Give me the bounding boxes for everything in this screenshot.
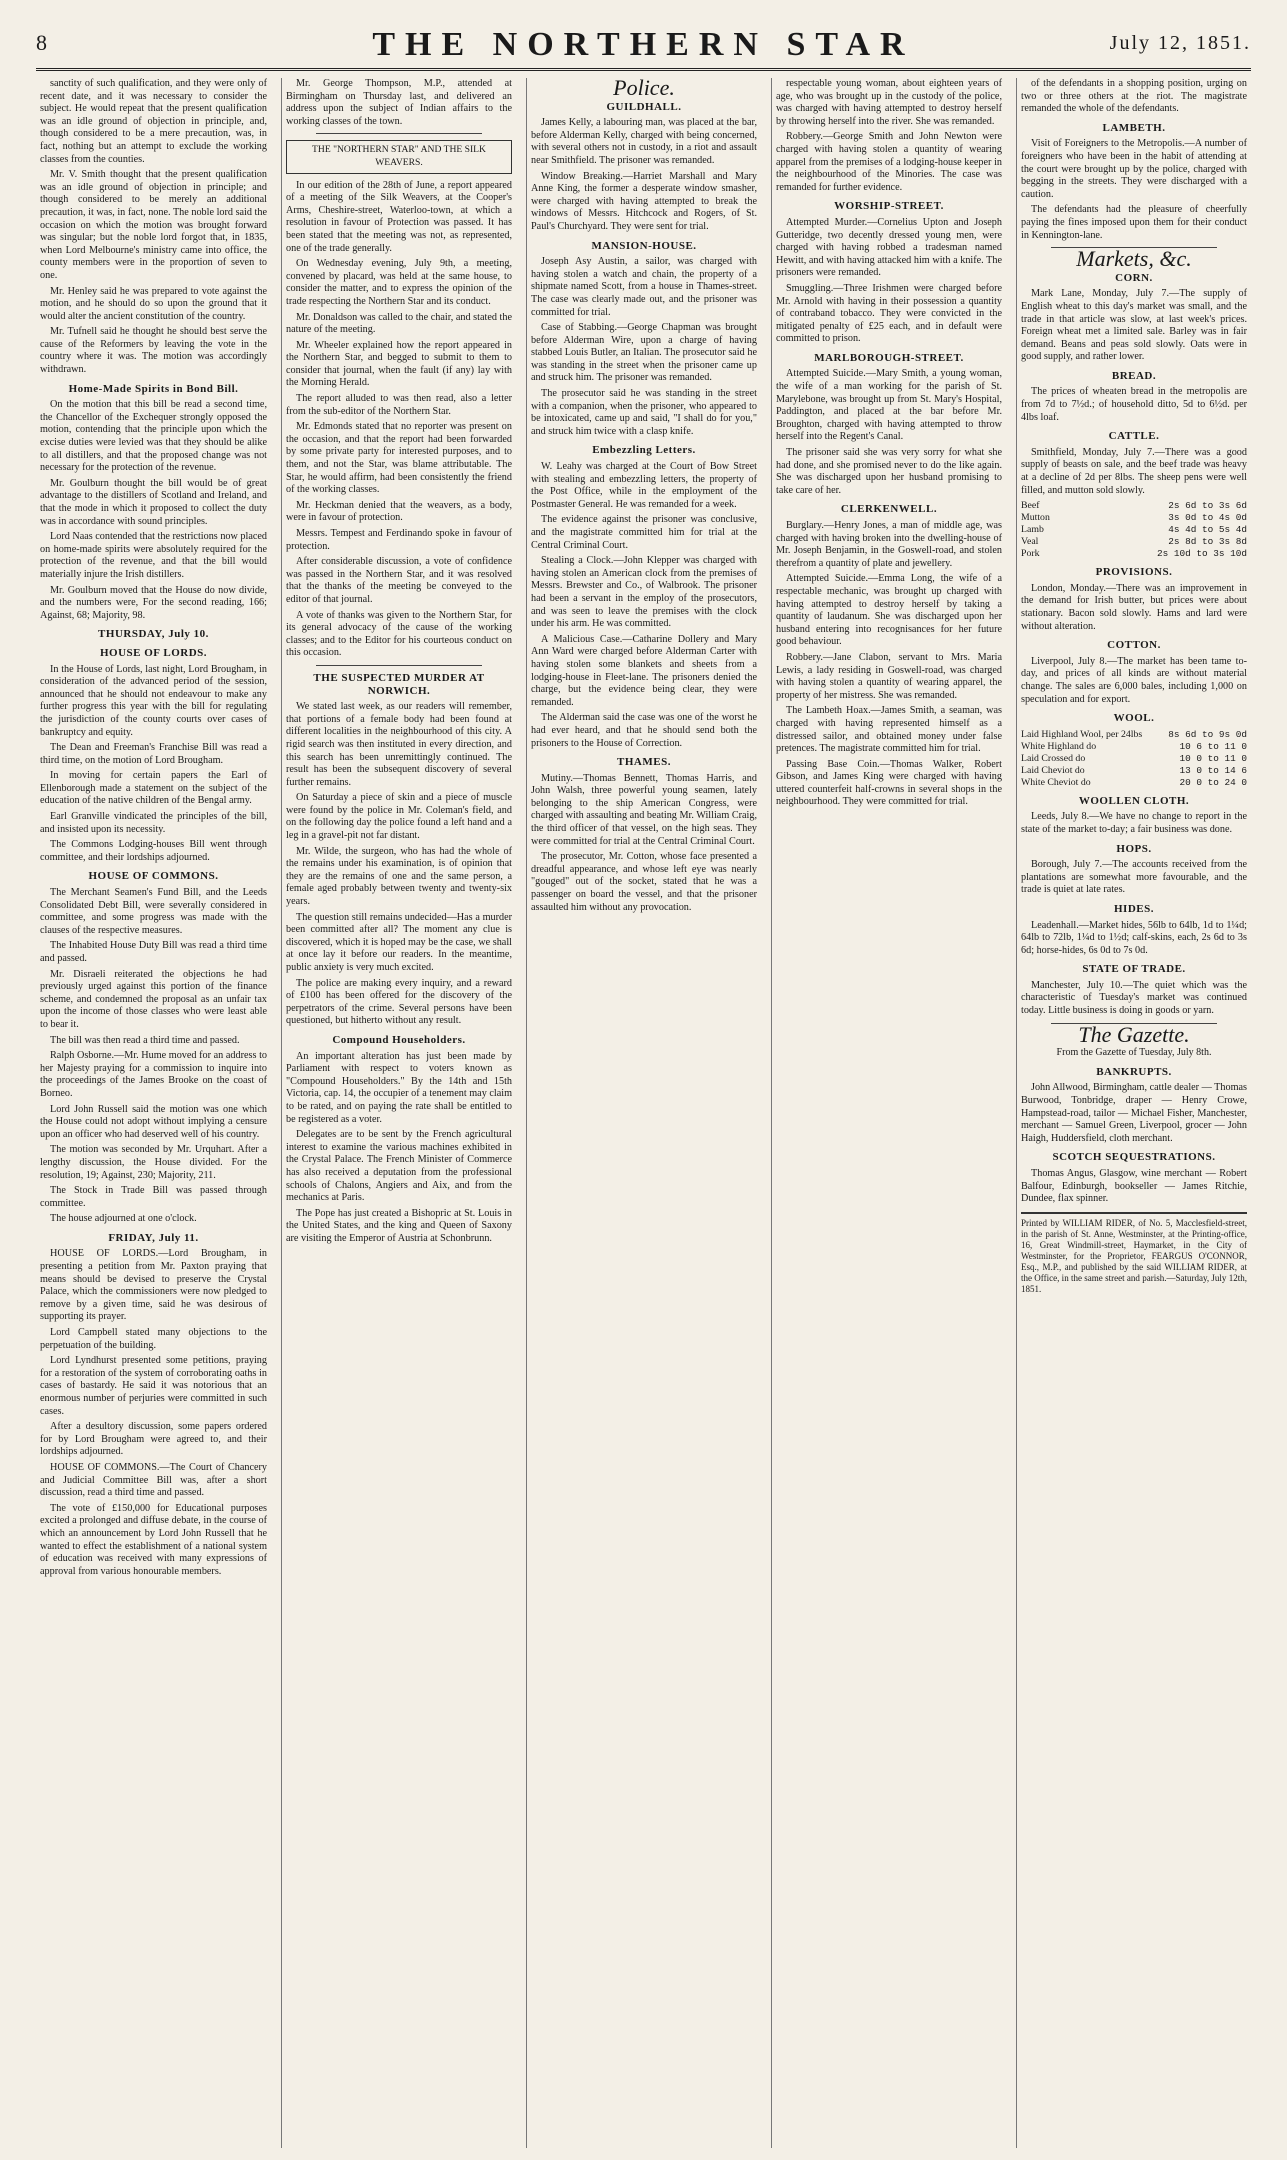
market-heading: CATTLE. <box>1108 430 1160 443</box>
masthead <box>36 26 1251 71</box>
article-paragraph: The report alluded to was then read, also a letter from the sub-editor of the Northern Star. <box>286 393 512 417</box>
section-heading: MARLBOROUGH-STREET. <box>814 351 964 364</box>
article-paragraph: James Kelly, a labouring man, was placed at the bar, before Alderman Kelly, charged with being concerned, with several others not in custody, in a riot and assault near Smithfield. The prisoner was remanded. <box>531 117 757 166</box>
column-3 <box>526 78 761 2148</box>
section-heading: CLERKENWELL. <box>840 503 938 516</box>
price-row: Mutton 3s 0d to 4s 0d <box>1021 512 1247 524</box>
article-paragraph: Lord Naas contended that the restrictions now placed on home-made spirits were absolutely required for the protection of the revenue, and that the bill would materially injure the Irish distillers. <box>40 531 267 580</box>
article-paragraph: Earl Granville vindicated the principles of the bill, and insisted upon its necessity. <box>40 811 267 835</box>
price-row: White Cheviot do 20 0 to 24 0 <box>1021 776 1247 788</box>
article-paragraph: Mr. Goulburn moved that the House do now divide, and the numbers were, For the second reading, 166; Against, 68; Majority, 98. <box>40 584 267 621</box>
article-paragraph: Stealing a Clock.—John Klepper was charged with having stolen an American clock from the premises of Messrs. Brewster and Co., of Walbrook. The prisoner had been a servant in the employ of the prosecutors, and was seen to leave the premises with the clock under his arm. He was committed. <box>531 555 757 630</box>
notice-heading: THE "NORTHERN STAR" AND THE SILK WEAVERS. <box>286 140 512 173</box>
section-heading: THURSDAY, July 10. <box>98 628 209 641</box>
article-paragraph: The Lambeth Hoax.—James Smith, a seaman, was charged with having represented himself as a distressed sailor, and obtained money under false pretences. The magistrate committed him for trial. <box>776 705 1002 755</box>
price-row: Laid Highland Wool, per 24lbs 8s 6d to 9s 0d <box>1021 728 1247 740</box>
article-paragraph: Joseph Asy Austin, a sailor, was charged with having stolen a watch and chain, the property of a shipmate named Scott, from a house in Thames-street. The case was clearly made out, and the prisoner was committed for trial. <box>531 256 757 318</box>
market-report: Smithfield, Monday, July 7.—There was a good supply of beasts on sale, and the beef trade was heavy at a decline of 2d per 8lbs. The sheep pens were well filled, and mutton sold slowly. <box>1021 446 1247 496</box>
article-paragraph: After considerable discussion, a vote of confidence was passed in the Northern Star, and it was resolved that the thanks of the meeting be conveyed to the editor of that journal. <box>286 556 512 605</box>
market-heading: CORN. <box>1115 271 1153 284</box>
article-paragraph: Passing Base Coin.—Thomas Walker, Robert Gibson, and James King were charged with having uttered counterfeit half-crowns in several shops in the neighbourhood. They were committed for trial. <box>776 758 1002 808</box>
price-row: Veal 2s 8d to 3s 8d <box>1021 536 1247 548</box>
article-paragraph: Mr. Edmonds stated that no reporter was present on the occasion, and that the report had been forwarded by some private party for interested purposes, and to them, and not the Star, was blame attributable. The Star, he would affirm, had been consistently the friend of the working classes. <box>286 421 512 496</box>
article-paragraph: Attempted Murder.—Cornelius Upton and Joseph Gutteridge, two decently dressed young men, were charged with having robbed a tradesman named Hewitt, and with having attacked him with a knife. The prisoners were remanded. <box>776 216 1002 279</box>
article-paragraph: The prisoner said she was very sorry for what she had done, and she promised never to do the like again. She was discharged upon her husband promising to take care of her. <box>776 447 1002 496</box>
article-paragraph: The bill was then read a third time and passed. <box>50 1034 240 1046</box>
section-heading: FRIDAY, July 11. <box>108 1231 199 1244</box>
article-paragraph: A vote of thanks was given to the Northern Star, for its general advocacy of the cause of the working classes; and to the Editor for his courteous conduct on this occasion. <box>286 609 512 659</box>
market-report: Leeds, July 8.—We have no change to report in the state of the market to-day; a fair business was done. <box>1021 811 1247 835</box>
article-paragraph: An important alteration has just been made by Parliament with respect to voters known as "Compound Householders." By the 14th and 15th Victoria, cap. 14, the occupier of a tenement may claim to be rated, and on paying the rate shall be entitled to be registered as a voter. <box>286 1050 512 1125</box>
article-paragraph: The motion was seconded by Mr. Urquhart. After a lengthy discussion, the House divided. For the resolution, 19; Against, 230; Majority, 211. <box>40 1144 267 1181</box>
cattle-price-list <box>1021 500 1247 560</box>
article-paragraph: Mr. Wheeler explained how the report appeared in the Northern Star, and begged to submit to them to consider that journal, when the fault (if any) lay with the Morning Herald. <box>286 339 512 389</box>
market-heading: WOOL. <box>1113 712 1155 725</box>
price-row: White Highland do 10 6 to 11 0 <box>1021 740 1247 752</box>
market-heading: COTTON. <box>1107 639 1161 652</box>
article-paragraph: Attempted Suicide.—Mary Smith, a young woman, the wife of a man working for the parish of St. Marylebone, was brought up from St. Mary's Hospital, Paddington, and placed at the bar before Mr. Broughton, charged with having attempted to throw herself into the Regent's Canal. <box>776 368 1002 443</box>
article-paragraph: After a desultory discussion, some papers ordered for by Lord Brougham were agreed to, and their lordships adjourned. <box>40 1421 267 1458</box>
article-paragraph: Mr. Wilde, the surgeon, who has had the whole of the remains under his examination, is of opinion that they are the remains of one and the same person, a female aged probably between twenty and twenty-six years. <box>286 845 512 908</box>
article-paragraph: On Saturday a piece of skin and a piece of muscle were found by the police in Mr. Coleman's field, and on the following day the police found a left hand and a leg in a gravel-pit not far distant. <box>286 792 512 842</box>
section-heading: SCOTCH SEQUESTRATIONS. <box>1052 1151 1216 1164</box>
article-paragraph: Robbery.—George Smith and John Newton were charged with having stolen a quantity of wearing apparel from the premises of a lodging-house keeper in the neighbourhood of the Minories. The case was remanded for further evidence. <box>776 131 1002 193</box>
column-5 <box>1016 78 1251 2148</box>
article-paragraph: Case of Stabbing.—George Chapman was brought before Alderman Wire, upon a charge of having stabbed Louis Butler, an Italian. The prosecutor said he was standing in the street when the prisoner came up and struck him. The prisoner was remanded. <box>531 322 757 384</box>
section-heading: GUILDHALL. <box>606 100 682 113</box>
article-paragraph: Ralph Osborne.—Mr. Hume moved for an address to her Majesty praying for a commission to inquire into the proceedings of the James Brooke on the coast of Borneo. <box>40 1050 267 1099</box>
section-heading: Embezzling Letters. <box>592 444 696 457</box>
article-paragraph: The Commons Lodging-houses Bill went through committee, and their lordships adjourned. <box>40 839 267 863</box>
section-heading: LAMBETH. <box>1102 121 1166 134</box>
price-row: Pork 2s 10d to 3s 10d <box>1021 548 1247 560</box>
article-paragraph: Mr. V. Smith thought that the present qualification was an idle ground of objection in principle; and though considered to be merely an additional precaution, it was, in fact, none. The noble lord said the occasion on which the motion was brought forward was singular; but the noble lord forgot that, in 1835, when Lord Melbourne's ministry came into office, the county members were in the proportion of seven to one. <box>40 169 267 281</box>
price-row: Lamb 4s 4d to 5s 4d <box>1021 524 1247 536</box>
market-heading: HIDES. <box>1114 902 1154 915</box>
columns <box>36 78 1251 2148</box>
article-paragraph: The question still remains undecided—Has a murder been committed after all? The moment any clue is discovered, which it is hoped may be the case, we shall at once lay it before our readers. In the meantime, public anxiety is very much excited. <box>286 911 512 973</box>
market-heading: STATE OF TRADE. <box>1082 963 1186 976</box>
market-report: Leadenhall.—Market hides, 56lb to 64lb, 1d to 1¼d; 64lb to 72lb, 1¼d to 1½d; calf-skins, each, 2s 6d to 3s 6d; horse-hides, 6s 0d to 7s 0d. <box>1021 919 1247 956</box>
article-paragraph: Mr. George Thompson, M.P., attended at Birmingham on Thursday last, and delivered an address upon the subject of Indian affairs to the working classes of the town. <box>286 78 512 127</box>
article-paragraph: On the motion that this bill be read a second time, the Chancellor of the Exchequer strongly opposed the motion, contending that the principle upon which the excise duties were levied was that they should be alike to all distillers, and that the proposed change was not necessary for the protection of the revenue. <box>40 399 267 474</box>
article-paragraph: The house adjourned at one o'clock. <box>50 1213 197 1225</box>
section-heading: BANKRUPTS. <box>1096 1065 1172 1078</box>
section-title: Police. <box>613 78 675 100</box>
article-paragraph: Mr. Henley said he was prepared to vote against the motion, and he should do so upon the ground that it would alter the ancient constitution of the country. <box>40 285 267 322</box>
article-paragraph: The Pope has just created a Bishopric at St. Louis in the United States, and the king and Queen of Saxony are visiting the Emperor of Austria at Schonbrunn. <box>286 1207 512 1244</box>
page-number: 8 <box>36 30 47 55</box>
article-paragraph: The defendants had the pleasure of cheerfully paying the fines imposed upon them for their conduct in Kennington-lane. <box>1021 204 1247 241</box>
section-heading: Home-Made Spirits in Bond Bill. <box>68 382 239 395</box>
section-title: Markets, &c. <box>1076 246 1192 272</box>
price-row: Laid Crossed do 10 0 to 11 0 <box>1021 752 1247 764</box>
article-paragraph: Lord Lyndhurst presented some petitions, praying for a restoration of the system of corroborating oaths in cases of bastardy. He said it was notorious that an enormous number of perjuries were committed in such cases. <box>40 1355 267 1417</box>
paper-title: THE NORTHERN STAR <box>372 26 915 63</box>
article-paragraph: Burglary.—Henry Jones, a man of middle age, was charged with having broken into the dwelling-house of Mr. Joseph Benjamin, in the Goswell-road, and stolen therefrom a quantity of plate and jewellery. <box>776 520 1002 569</box>
article-paragraph: Messrs. Tempest and Ferdinando spoke in favour of protection. <box>286 528 512 552</box>
article-paragraph: Lord John Russell said the motion was one which the House could not adopt without implying a censure upon an officer who had deserved well of his country. <box>40 1103 267 1140</box>
article-paragraph: The police are making every inquiry, and a reward of £100 has been offered for the discovery of the perpetrators of the crime. Several persons have been questioned, but hitherto without any result. <box>286 977 512 1027</box>
market-report: Manchester, July 10.—The quiet which was the characteristic of Tuesday's market was continued today. Little business is doing in goods or yarn. <box>1021 979 1247 1017</box>
article-paragraph: Mr. Heckman denied that the weavers, as a body, were in favour of protection. <box>286 499 512 524</box>
article-paragraph: HOUSE OF COMMONS.—The Court of Chancery and Judicial Committee Bill was, after a short discussion, read a third time and passed. <box>40 1461 267 1499</box>
article-paragraph: HOUSE OF LORDS.—Lord Brougham, in presenting a petition from Mr. Paxton praying that means should be devised to preserve the Crystal Palace, which the commissioners were now pledged to remove by a given time, said he was desirous of supporting its prayer. <box>40 1248 267 1323</box>
article-paragraph: Window Breaking.—Harriet Marshall and Mary Anne King, the former a desperate window smasher, were charged with having attempted to break the windows of Messrs. Hitchcock and Rogers, of St. Paul's Churchyard. They were sent for trial. <box>531 170 757 232</box>
gazette-list: John Allwood, Birmingham, cattle dealer — Thomas Burwood, Tonbridge, draper — Henry Crowe, Hampstead-road, tailor — Michael Fisher, Manchester, merchant — Samuel Green, Liverpool, grocer — John Haigh, Huddersfield, cloth merchant. <box>1021 1082 1247 1144</box>
article-paragraph: On Wednesday evening, July 9th, a meeting, convened by placard, was held at the same house, to consider the matter, and to express the opinion of the trade respecting the Northern Star and its conduct. <box>286 258 512 307</box>
divider <box>316 133 482 134</box>
article-paragraph: The Merchant Seamen's Fund Bill, and the Leeds Consolidated Debt Bill, were severally considered in committee, and some progress was made with the clauses of the respective measures. <box>40 887 267 936</box>
article-paragraph: Mutiny.—Thomas Bennett, Thomas Harris, and John Walsh, three powerful young seamen, lately belonging to the ship American Congress, were charged with assaulting and beating Mr. William Craig, the third officer of that vessel, on the high seas. They were committed for trial at the Central Criminal Court. <box>531 772 757 847</box>
article-paragraph: Robbery.—Jane Clabon, servant to Mrs. Maria Lewis, a lady residing in Goswell-road, was charged with having stolen a quantity of wearing apparel, the property of her mistress. She was remanded. <box>776 651 1002 701</box>
article-paragraph: Mr. Donaldson was called to the chair, and stated the nature of the meeting. <box>286 311 512 336</box>
column-2 <box>281 78 516 2148</box>
section-heading: THE SUSPECTED MURDER AT NORWICH. <box>313 671 485 697</box>
gazette-subtitle: From the Gazette of Tuesday, July 8th. <box>1056 1047 1212 1059</box>
article-paragraph: of the defendants in a shopping position, urging on two or three others at the riot. The magistrate remanded the whole of the defendants. <box>1021 78 1247 115</box>
article-paragraph: respectable young woman, about eighteen years of age, who was brought up in the custody of the police, was charged with having attempted to destroy herself by throwing herself into the river. She was remanded. <box>776 78 1002 127</box>
article-paragraph: In moving for certain papers the Earl of Ellenborough made a statement on the subject of the education of the native children of the Bengal army. <box>40 770 267 807</box>
market-heading: HOPS. <box>1116 842 1152 855</box>
gazette-list: Thomas Angus, Glasgow, wine merchant — Robert Balfour, Edinburgh, bookseller — James Ritchie, Dundee, flax spinner. <box>1021 1168 1247 1205</box>
article-paragraph: The prosecutor said he was standing in the street with a companion, when the prisoner, who appeared to be intoxicated, came up and said, "I shall do for you," and struck him twice with a clasp knife. <box>531 388 757 437</box>
article-paragraph: W. Leahy was charged at the Court of Bow Street with stealing and embezzling letters, the property of the Post Office, while in the employment of the Postmaster General. He was remanded for a week. <box>531 461 757 510</box>
price-row: Laid Cheviot do 13 0 to 14 6 <box>1021 764 1247 776</box>
column-4 <box>771 78 1006 2148</box>
article-paragraph: Mr. Disraeli reiterated the objections he had previously urged against this portion of the finance scheme, and condemned the proposal as an unfair tax upon the income of those classes who were least able to bear it. <box>40 968 267 1030</box>
market-heading: PROVISIONS. <box>1095 566 1173 579</box>
market-report: London, Monday.—There was an improvement in the demand for Irish butter, but prices were about stationary. Bacon sold slowly. Hams and lard were without alteration. <box>1021 582 1247 632</box>
divider <box>316 665 482 666</box>
market-report: The prices of wheaten bread in the metropolis are from 7d to 7½d.; of household ditto, 5d to 6½d. per 4lbs loaf. <box>1021 386 1247 423</box>
article-paragraph: Smuggling.—Three Irishmen were charged before Mr. Arnold with having in their possession a quantity of contraband tobacco. They were convicted in the mitigated penalty of £25 each, and in default were committed to prison. <box>776 282 1002 345</box>
market-report: Borough, July 7.—The accounts received from the plantations are somewhat more favourable, and the trade is quiet at late rates. <box>1021 859 1247 896</box>
article-paragraph: Lord Campbell stated many objections to the perpetuation of the building. <box>40 1327 267 1351</box>
printer-imprint: Printed by WILLIAM RIDER, of No. 5, Macclesfield-street, in the parish of St. Anne, Westminster, at the Printing-office, 16, Great Windmill-street, Haymarket, in the City of Westminster, for the Proprietor, FEARGUS O'CONNOR, Esq., M.P., and published by the said WILLIAM RIDER, at the Office, in the same street and parish.—Saturday, July 12th, 1851. <box>1021 1212 1247 1295</box>
article-paragraph: The Dean and Freeman's Franchise Bill was read a third time, on the motion of Lord Brougham. <box>40 742 267 766</box>
article-paragraph: The prosecutor, Mr. Cotton, whose face presented a dreadful appearance, and whose left eye was nearly "gouged" out of the socket, stated that he was a passenger on board the vessel, and that the prisoner assaulted him without any provocation. <box>531 851 757 913</box>
article-paragraph: Mr. Goulburn thought the bill would be of great advantage to the distillers of Scotland and Ireland, and that the mode in which it proposed to collect the duty was in accordance with sound principles. <box>40 477 267 527</box>
article-paragraph: The Inhabited House Duty Bill was read a third time and passed. <box>40 940 267 964</box>
section-heading: WORSHIP-STREET. <box>834 200 944 213</box>
section-heading: Compound Householders. <box>332 1033 466 1046</box>
section-heading: HOUSE OF LORDS. <box>99 646 208 659</box>
article-paragraph: Mr. Tufnell said he thought he should best serve the cause of the Reformers by leaving the vote in the country where it was. The motion was accordingly withdrawn. <box>40 326 267 376</box>
article-paragraph: We stated last week, as our readers will remember, that portions of a female body had been found at different localities in the neighbourhood of this city. A rigid search was then instituted in every direction, and this search has been unremittingly continued. The result has been the subsequent discovery of several further remains. <box>286 701 512 788</box>
article-paragraph: Attempted Suicide.—Emma Long, the wife of a respectable mechanic, was brought up charged with having attempted to destroy herself by taking a quantity of laudanum. She was discharged upon her husband entering into recognisances for her future good behaviour. <box>776 573 1002 648</box>
section-heading: HOUSE OF COMMONS. <box>88 870 219 883</box>
article-paragraph: sanctity of such qualification, and they were only of recent date, and it was necessary to consider the subject. He would repeat that the present qualification was an idle ground of objection in principle, and, though considered to be a mere precaution, was, in fact, nothing but an attempt to exclude the working classes from the counties. <box>40 78 267 165</box>
market-heading: WOOLLEN CLOTH. <box>1078 794 1190 807</box>
price-row: Beef 2s 6d to 3s 6d <box>1021 500 1247 512</box>
market-report: Mark Lane, Monday, July 7.—The supply of English wheat to this day's market was small, and the trade in that article was slow, at last week's prices. Foreign wheat met a limited sale. Barley was in fair demand. Beans and peas sold slowly. Oats were in good supply, and rather lower. <box>1021 288 1247 363</box>
article-paragraph: In our edition of the 28th of June, a report appeared of a meeting of the Silk Weavers, at the Cooper's Arms, Cheshire-street, Waterloo-town, at which a resolution in favour of Protection was passed. It has been stated that the meeting was not, as represented, one of the trade generally. <box>286 179 512 254</box>
wool-price-list <box>1021 729 1247 789</box>
article-paragraph: A Malicious Case.—Catharine Dollery and Mary Ann Ward were charged before Alderman Carter with having stolen some blankets and sheets from a lodging-house in Fleet-lane. The prisoners denied the charge, but the evidence being clear, they were remanded. <box>531 633 757 708</box>
section-heading: THAMES. <box>617 756 671 769</box>
issue-date: July 12, 1851. <box>1109 32 1251 54</box>
article-paragraph: The vote of £150,000 for Educational purposes excited a prolonged and diffuse debate, in the course of which an announcement by Lord John Russell that he wanted to effect the establishment of a national system of education was received with many expressions of approval from various honourable members. <box>40 1502 267 1577</box>
article-paragraph: The evidence against the prisoner was conclusive, and the magistrate committed him for trial at the Central Criminal Court. <box>531 514 757 551</box>
market-report: Liverpool, July 8.—The market has been tame to-day, and prices of all kinds are without material change. The sales are 6,000 bales, including 1,000 on speculation and for export. <box>1021 655 1247 705</box>
article-paragraph: The Alderman said the case was one of the worst he had ever heard, and that he should send both the prisoners to the House of Correction. <box>531 712 757 749</box>
article-paragraph: The Stock in Trade Bill was passed through committee. <box>40 1185 267 1209</box>
market-heading: BREAD. <box>1111 369 1157 382</box>
column-1 <box>36 78 271 2148</box>
article-paragraph: Visit of Foreigners to the Metropolis.—A number of foreigners who have been in the habit of attending at the court were brought up by the police, charged with begging in the streets. They were discharged with a caution. <box>1021 138 1247 200</box>
section-heading: MANSION-HOUSE. <box>591 239 697 252</box>
article-paragraph: In the House of Lords, last night, Lord Brougham, in consideration of the advanced period of the session, announced that he should not endeavour to make any further progress this year with the bill for regulating the jurisdiction of the county courts over cases of bankruptcy and equity. <box>40 663 267 738</box>
article-paragraph: Delegates are to be sent by the French agricultural interest to examine the various machines exhibited in the Crystal Palace. The French Minister of Commerce has also received a deputation from the professional schools of Chalons, Angiers and Aix, and from the mechanics at Paris. <box>286 1129 512 1204</box>
section-title: The Gazette. <box>1078 1021 1190 1047</box>
